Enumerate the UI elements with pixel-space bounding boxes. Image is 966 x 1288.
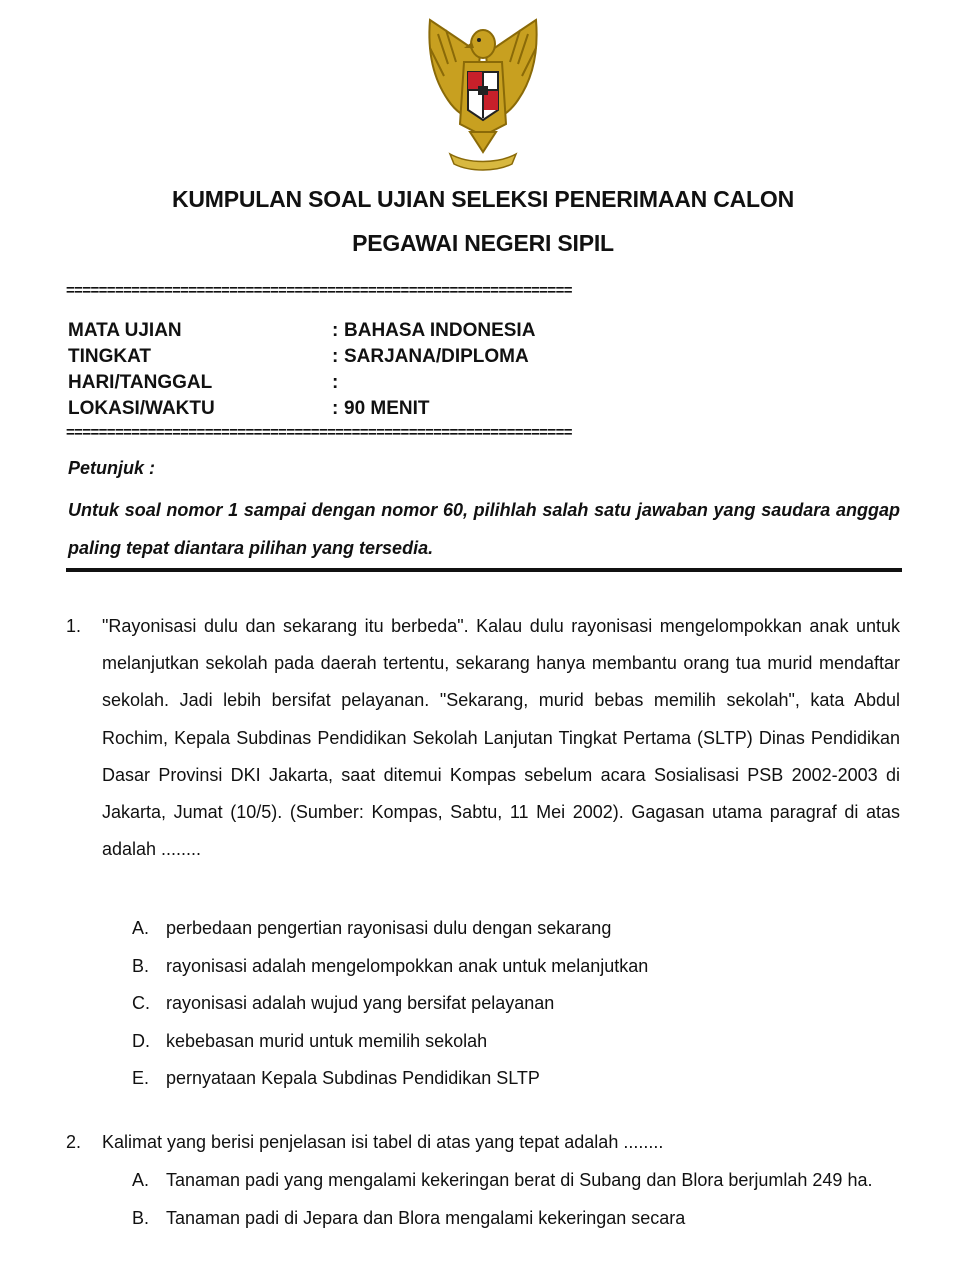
answer-option <box>132 948 900 986</box>
option-text: Tanaman padi yang mengalami kekeringan berat di Subang dan Blora berjumlah 249 ha. <box>166 1170 873 1190</box>
option-letter: B. <box>132 955 150 976</box>
question-2-options <box>132 1162 900 1237</box>
option-text: Tanaman padi di Jepara dan Blora mengalami kekeringan secara <box>166 1207 686 1228</box>
exam-info-row <box>68 396 888 422</box>
option-text: pernyataan Kepala Subdinas Pendidikan SLTP <box>166 1068 540 1089</box>
answer-option <box>132 1162 900 1200</box>
option-letter: D. <box>132 1030 150 1051</box>
option-letter: E. <box>132 1068 150 1089</box>
info-label: LOKASI/WAKTU <box>68 398 215 419</box>
question-number: 2. <box>66 1132 82 1152</box>
instructions-text: Untuk soal nomor 1 sampai dengan nomor 60, pilihlah salah satu jawaban yang saudara anggap paling tepat diantara pilihan yang tersedia. <box>68 500 900 558</box>
question-number: 1. <box>66 616 82 636</box>
answer-option <box>132 1023 900 1061</box>
info-colon: : <box>332 372 339 393</box>
info-label: MATA UJIAN <box>68 320 182 341</box>
question-1-options <box>132 910 900 1098</box>
option-text: kebebasan murid untuk memilih sekolah <box>166 1030 488 1051</box>
option-text: rayonisasi adalah mengelompokkan anak untuk melanjutkan <box>166 955 649 976</box>
info-colon: : <box>332 398 339 419</box>
exam-info-row <box>68 344 888 370</box>
option-text: rayonisasi adalah wujud yang bersifat pelayanan <box>166 993 555 1014</box>
info-colon: : <box>332 346 339 367</box>
separator-bottom: ============================================================== <box>66 424 572 441</box>
question-1 <box>66 608 900 868</box>
horizontal-rule <box>66 568 902 572</box>
separator-top: ============================================================== <box>66 282 572 299</box>
info-colon: : <box>332 320 339 341</box>
option-letter: A. <box>132 918 150 939</box>
exam-info-block <box>68 318 888 422</box>
answer-option <box>132 910 900 948</box>
info-value: SARJANA/DIPLOMA <box>344 346 529 367</box>
info-label: HARI/TANGGAL <box>68 372 213 393</box>
option-letter: C. <box>132 993 150 1014</box>
exam-info-row <box>68 370 888 396</box>
exam-info-row <box>68 318 888 344</box>
info-value: BAHASA INDONESIA <box>344 320 536 341</box>
question-text: "Rayonisasi dulu dan sekarang itu berbeda". Kalau dulu rayonisasi mengelompokkan anak untuk melanjutkan sekolah pada daerah tertentu, sekarang hanya membantu orang tua murid mendaftar sekolah. Jadi lebih bersifat pelayanan. "Sekarang, murid bebas memilih sekolah", kata Abdul Rochim, Kepala Subdinas Pendidikan Sekolah Lanjutan Tingkat Pertama (SLTP) Dinas Pendidikan Dasar Provinsi DKI Jakarta, saat ditemui Kompas sebelum acara Sosialisasi PSB 2002-2003 di Jakarta, Jumat (10/5). (Sumber: Kompas, Sabtu, 11 Mei 2002). Gagasan utama paragraf di atas adalah ........ <box>102 616 900 860</box>
instructions-heading: Petunjuk : <box>68 458 156 478</box>
question-text: Kalimat yang berisi penjelasan isi tabel di atas yang tepat adalah ........ <box>102 1132 664 1152</box>
document-title-line-2: PEGAWAI NEGERI SIPIL <box>352 230 614 256</box>
info-value: 90 MENIT <box>344 398 430 419</box>
answer-option <box>132 1060 900 1098</box>
option-letter: A. <box>132 1170 150 1190</box>
answer-option <box>132 1200 900 1238</box>
option-letter: B. <box>132 1207 150 1228</box>
question-2 <box>66 1124 900 1161</box>
info-label: TINGKAT <box>68 346 152 367</box>
garuda-emblem-icon <box>408 14 558 172</box>
document-title-line-1: KUMPULAN SOAL UJIAN SELEKSI PENERIMAAN CALON <box>171 186 795 212</box>
answer-option <box>132 985 900 1023</box>
option-text: perbedaan pengertian rayonisasi dulu dengan sekarang <box>166 918 612 939</box>
